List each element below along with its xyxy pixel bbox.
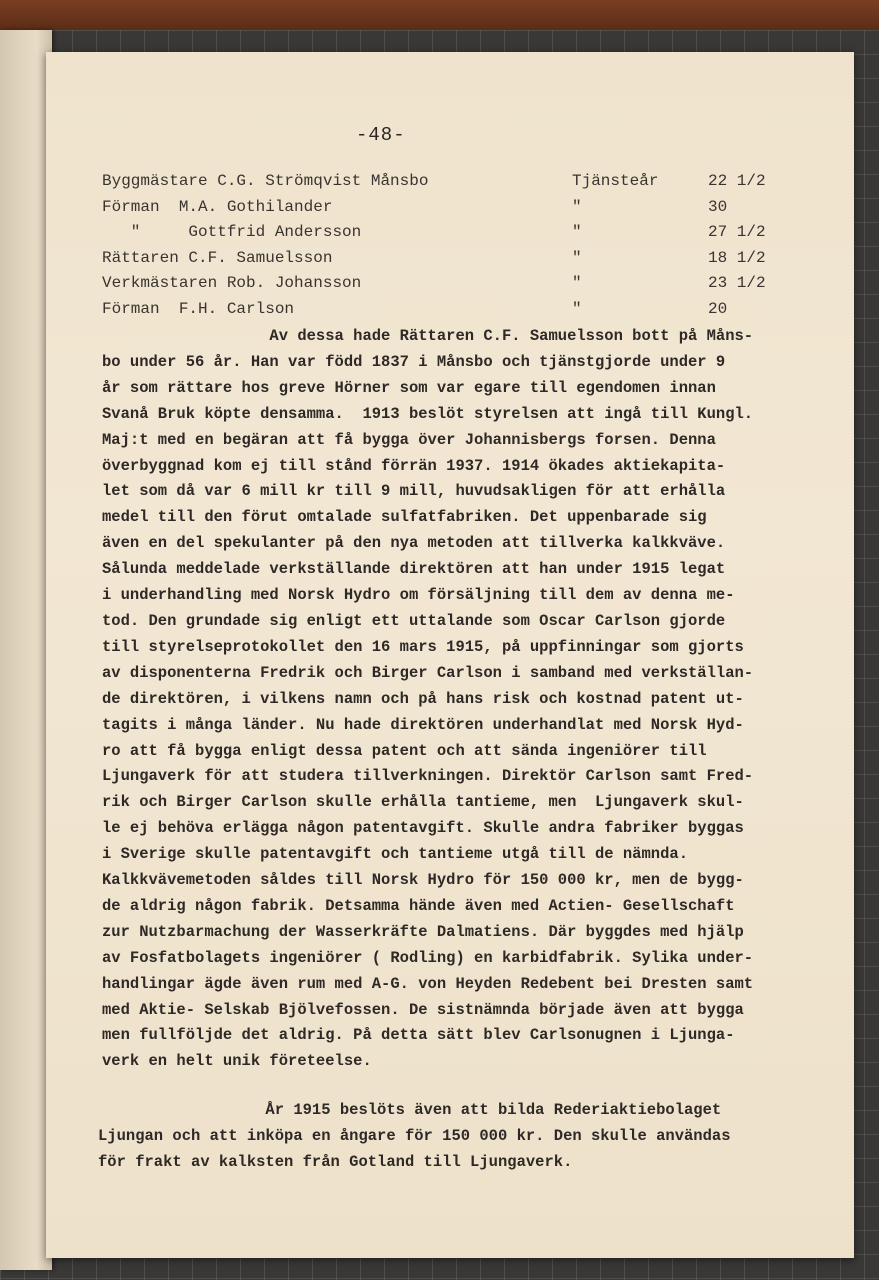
text-line: även en del spekulanter på den nya metoden att tillverka kalkkväve. [102, 534, 726, 553]
text-line: Kalkkvävemetoden såldes till Norsk Hydro för 150 000 kr, men de bygg- [102, 871, 744, 890]
text-line: till styrelseprotokollet den 16 mars 1915, på uppfinningar som gjorts [102, 637, 744, 656]
text-line: i Sverige skulle patentavgift och tantieme utgå till de nämnda. [102, 845, 688, 864]
text-line: ro att få bygga enligt dessa patent och att sända ingeniörer till [102, 741, 707, 760]
text-line: för frakt av kalksten från Gotland till Ljungaverk. [98, 1153, 573, 1171]
text-line: men fullföljde det aldrig. På detta sätt blev Carlsonugnen i Ljunga- [102, 1026, 735, 1045]
staff-service-label: " [572, 274, 582, 293]
text-line: överbyggnad kom ej till stånd förrän 1937. 1914 ökades aktiekapita- [102, 456, 726, 475]
text-line: tagits i många länder. Nu hade direktören underhandlat med Norsk Hyd- [102, 715, 744, 734]
staff-years: 22 1/2 [708, 172, 766, 190]
staff-row [102, 172, 802, 198]
staff-row [102, 249, 802, 275]
staff-service-label: " [572, 223, 582, 242]
text-line: bo under 56 år. Han var född 1837 i Månsbo och tjänstgjorde under 9 [102, 352, 726, 371]
page-number: -48- [356, 124, 406, 146]
staff-service-label: " [572, 197, 582, 216]
text-line: Ljungan och att inköpa en ångare för 150 000 kr. Den skulle användas [98, 1127, 731, 1145]
text-line: av disponenterna Fredrik och Birger Carlson i samband med verkställan- [102, 663, 754, 682]
staff-years: 30 [708, 197, 728, 216]
text-line: let som då var 6 mill kr till 9 mill, huvudsakligen för att erhålla [102, 482, 726, 501]
text-line: med Aktie- Selskab Bjölvefossen. De sistnämnda började även att bygga [102, 1000, 744, 1019]
staff-years: 27 1/2 [708, 223, 766, 242]
staff-name: Byggmästare C.G. Strömqvist Månsbo [102, 172, 429, 190]
staff-years: 23 1/2 [708, 274, 766, 293]
staff-name: Rättaren C.F. Samuelsson [102, 248, 333, 267]
staff-name: " Gottfrid Andersson [102, 223, 362, 242]
staff-row [102, 223, 802, 249]
staff-row [102, 198, 802, 224]
text-line: Maj:t med en begäran att få bygga över Johannisbergs forsen. Denna [102, 430, 716, 449]
staff-years: 20 [708, 299, 728, 318]
text-line: rik och Birger Carlson skulle erhålla tantieme, men Ljungaverk skul- [102, 793, 744, 812]
text-line: Av dessa hade Rättaren C.F. Samuelsson bott på Måns- [102, 327, 754, 345]
text-line: zur Nutzbarmachung der Wasserkräfte Dalmatiens. Där byggdes med hjälp [102, 922, 744, 941]
staff-service-label: " [572, 248, 582, 267]
text-line: Svanå Bruk köpte densamma. 1913 beslöt styrelsen att ingå till Kungl. [102, 404, 754, 423]
staff-name: Verkmästaren Rob. Johansson [102, 274, 362, 293]
body-paragraph [102, 324, 814, 1075]
staff-service-label: Tjänsteår [572, 172, 659, 190]
text-line: de aldrig någon fabrik. Detsamma hände även med Actien- Gesellschaft [102, 896, 735, 915]
staff-row [102, 274, 802, 300]
staff-table [102, 172, 802, 326]
text-line: av Fosfatbolagets ingeniörer ( Rodling) en karbidfabrik. Sylika under- [102, 948, 754, 967]
staff-years: 18 1/2 [708, 248, 766, 267]
text-line: medel till den förut omtalade sulfatfabriken. Det uppenbarade sig [102, 508, 707, 527]
text-line: Ljungaverk för att studera tillverkningen. Direktör Carlson samt Fred- [102, 767, 754, 786]
underlying-page [0, 30, 52, 1270]
wooden-edge [0, 0, 879, 30]
text-line: de direktören, i vilkens namn och på hans risk och kostnad patent ut- [102, 689, 744, 708]
text-line: le ej behöva erlägga någon patentavgift. Skulle andra fabriker byggas [102, 819, 744, 838]
staff-name: Förman M.A. Gothilander [102, 197, 333, 216]
text-line: verk en helt unik företeelse. [102, 1052, 372, 1071]
text-line: handlingar ägde även rum med A-G. von Heyden Redebent bei Dresten samt [102, 974, 754, 993]
text-line: År 1915 beslöts även att bilda Rederiaktiebolaget [98, 1101, 722, 1119]
staff-name: Förman F.H. Carlson [102, 299, 295, 318]
text-line: tod. Den grundade sig enligt ett uttalande som Oscar Carlson gjorde [102, 611, 726, 630]
staff-row [102, 300, 802, 326]
staff-service-label: " [572, 299, 582, 318]
text-line: år som rättare hos greve Hörner som var egare till egendomen innan [102, 378, 716, 397]
text-line: Sålunda meddelade verkställande direktören att han under 1915 legat [102, 560, 726, 579]
document-page [46, 52, 854, 1258]
text-line: i underhandling med Norsk Hydro om försäljning till dem av denna me- [102, 586, 735, 605]
body-paragraph [98, 1097, 814, 1175]
